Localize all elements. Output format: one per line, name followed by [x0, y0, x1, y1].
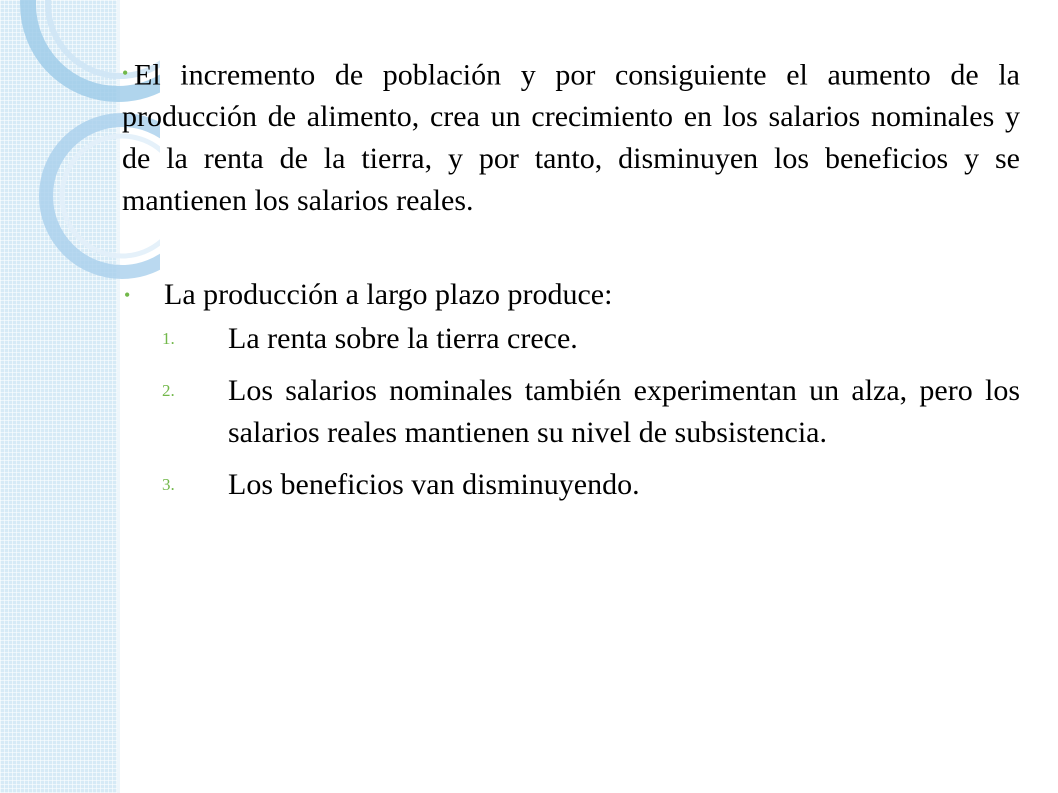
- intro-paragraph: [122, 52, 1020, 222]
- bullet-item: [122, 274, 1020, 316]
- numbered-item-text: La renta sobre la tierra crece.: [228, 322, 578, 356]
- numbered-item-3: [122, 464, 1020, 506]
- item-number: 3.: [162, 475, 175, 495]
- slide-content: [122, 52, 1020, 516]
- numbered-item-text: Los beneficios van disminuyendo.: [228, 468, 640, 502]
- item-bullet: •: [124, 285, 131, 306]
- item-number: 2.: [162, 381, 175, 401]
- bullet-item-text: La producción a largo plazo produce:: [164, 278, 613, 312]
- paragraph-bullet: •: [122, 63, 129, 83]
- numbered-item-2: [122, 370, 1020, 454]
- paragraph-text: El incremento de población y por consiguiente el aumento de la producción de alimento, crea un crecimiento en los salarios nominales y de la renta de la tierra, y por tanto, disminuyen los beneficios y se mantienen los salarios reales.: [122, 58, 1020, 218]
- item-number: 1.: [162, 329, 175, 349]
- numbered-item-text: Los salarios nominales también experimentan un alza, pero los salarios reales mantienen su nivel de subsistencia.: [228, 374, 1020, 450]
- numbered-list: [122, 318, 1020, 506]
- numbered-item-1: [122, 318, 1020, 360]
